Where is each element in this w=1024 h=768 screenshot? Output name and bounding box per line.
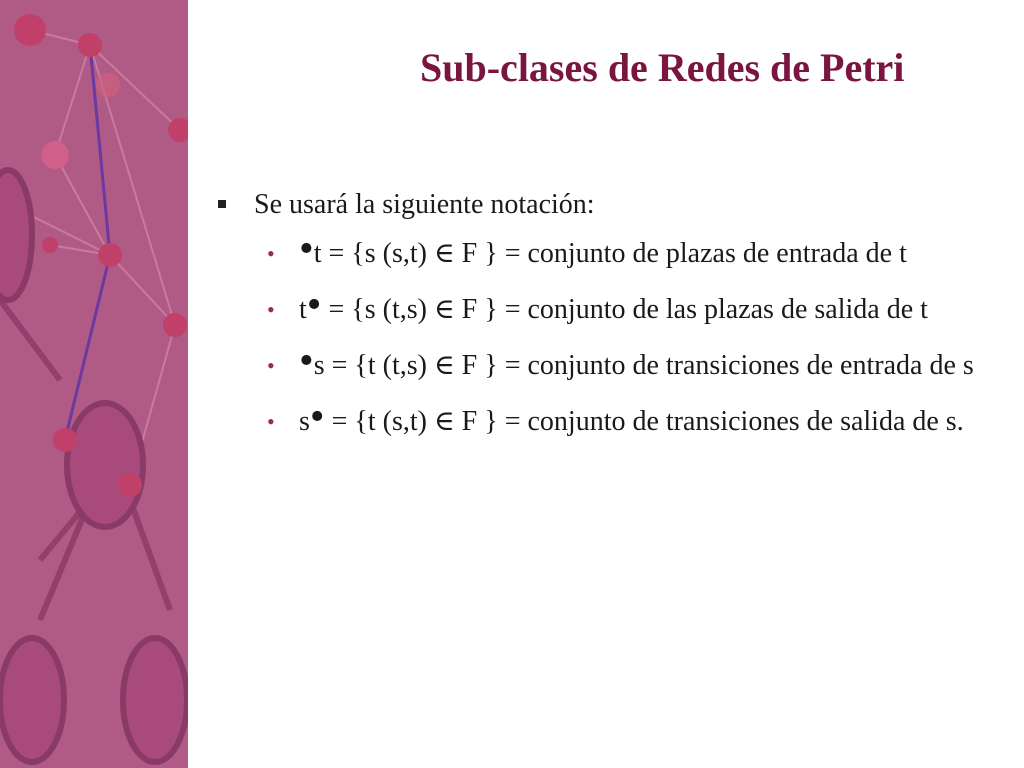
item-text: s = {t (t,s) ∈ F } = conjunto de transiciones de entrada de s	[313, 350, 974, 381]
item-text: t = {s (s,t) ∈ F } = conjunto de plazas de entrada de t	[313, 238, 907, 269]
pre-symbol: t	[299, 294, 307, 325]
bullet-icon: •	[267, 409, 275, 434]
item-text: = {s (t,s) ∈ F } = conjunto de las plazas de salida de t	[321, 294, 928, 325]
list-item	[210, 394, 1000, 440]
intro-text: Se usará la siguiente notación:	[254, 189, 595, 220]
list-item	[210, 282, 1000, 328]
pre-dot: •	[299, 226, 314, 272]
list-item	[210, 338, 1000, 384]
square-bullet-icon	[218, 200, 226, 208]
bullet-icon: •	[267, 353, 275, 378]
petri-net-graphic	[0, 0, 188, 768]
slide-title: Sub-clases de Redes de Petri	[420, 45, 905, 90]
bullet-icon: •	[267, 297, 275, 322]
intro-item	[210, 188, 1000, 222]
item-text: = {t (s,t) ∈ F } = conjunto de transiciones de salida de s.	[324, 406, 964, 437]
post-dot: •	[309, 394, 325, 440]
post-dot: •	[306, 282, 322, 328]
slide-content	[210, 188, 1000, 462]
list-item	[210, 226, 1000, 272]
pre-dot: •	[299, 338, 314, 384]
pre-symbol: s	[299, 406, 310, 437]
bullet-icon: •	[267, 241, 275, 266]
decorative-sidebar	[0, 0, 188, 768]
